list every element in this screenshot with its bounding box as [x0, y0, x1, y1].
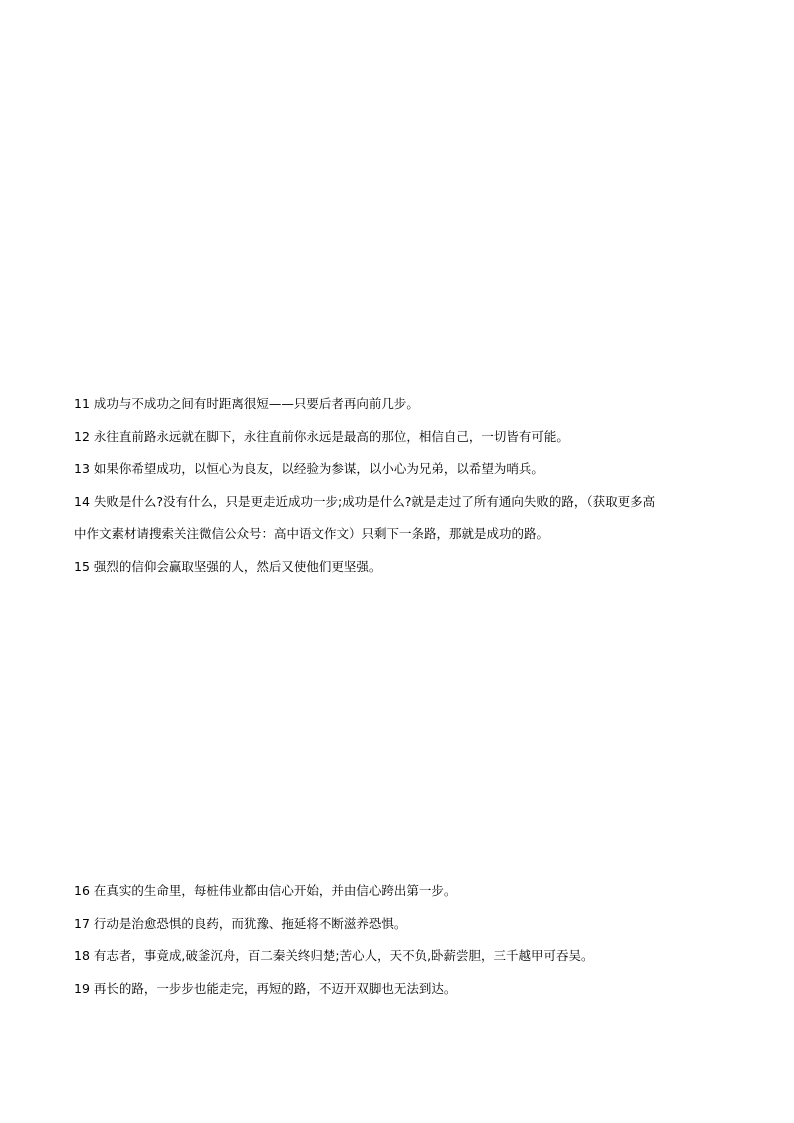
quote-line-18: 18 有志者，事竟成,破釜沉舟，百二秦关终归楚;苦心人，天不负,卧薪尝胆，三千越甲可吞吴。 — [74, 948, 594, 963]
quote-line-16: 16 在真实的生命里，每桩伟业都由信心开始，并由信心跨出第一步。 — [74, 883, 457, 898]
quote-line-19: 19 再长的路，一步步也能走完，再短的路，不迈开双脚也无法到达。 — [74, 980, 457, 996]
quote-line-14-continued: 中作文素材请搜索关注微信公众号：高中语文作文）只剩下一条路，那就是成功的路。 — [74, 526, 550, 541]
quote-line-13: 13 如果你希望成功，以恒心为良友，以经验为参谋，以小心为兄弟，以希望为哨兵。 — [74, 461, 544, 476]
quote-section-2 — [74, 883, 734, 1013]
quote-line-17: 17 行动是治愈恐惧的良药，而犹豫、拖延将不断滋养恐惧。 — [74, 915, 407, 931]
quote-line-15: 15 强烈的信仰会赢取坚强的人，然后又使他们更坚强。 — [74, 558, 382, 574]
quote-line-14: 14 失败是什么?没有什么，只是更走近成功一步;成功是什么?就是走过了所有通向失败的路，（获取更多高 — [74, 493, 656, 509]
quote-section-1 — [74, 396, 734, 591]
quote-line-11: 11 成功与不成功之间有时距离很短——只要后者再向前几步。 — [74, 396, 419, 411]
quote-line-12: 12 永往直前路永远就在脚下，永往直前你永远是最高的那位，相信自己，一切皆有可能。 — [74, 428, 569, 444]
